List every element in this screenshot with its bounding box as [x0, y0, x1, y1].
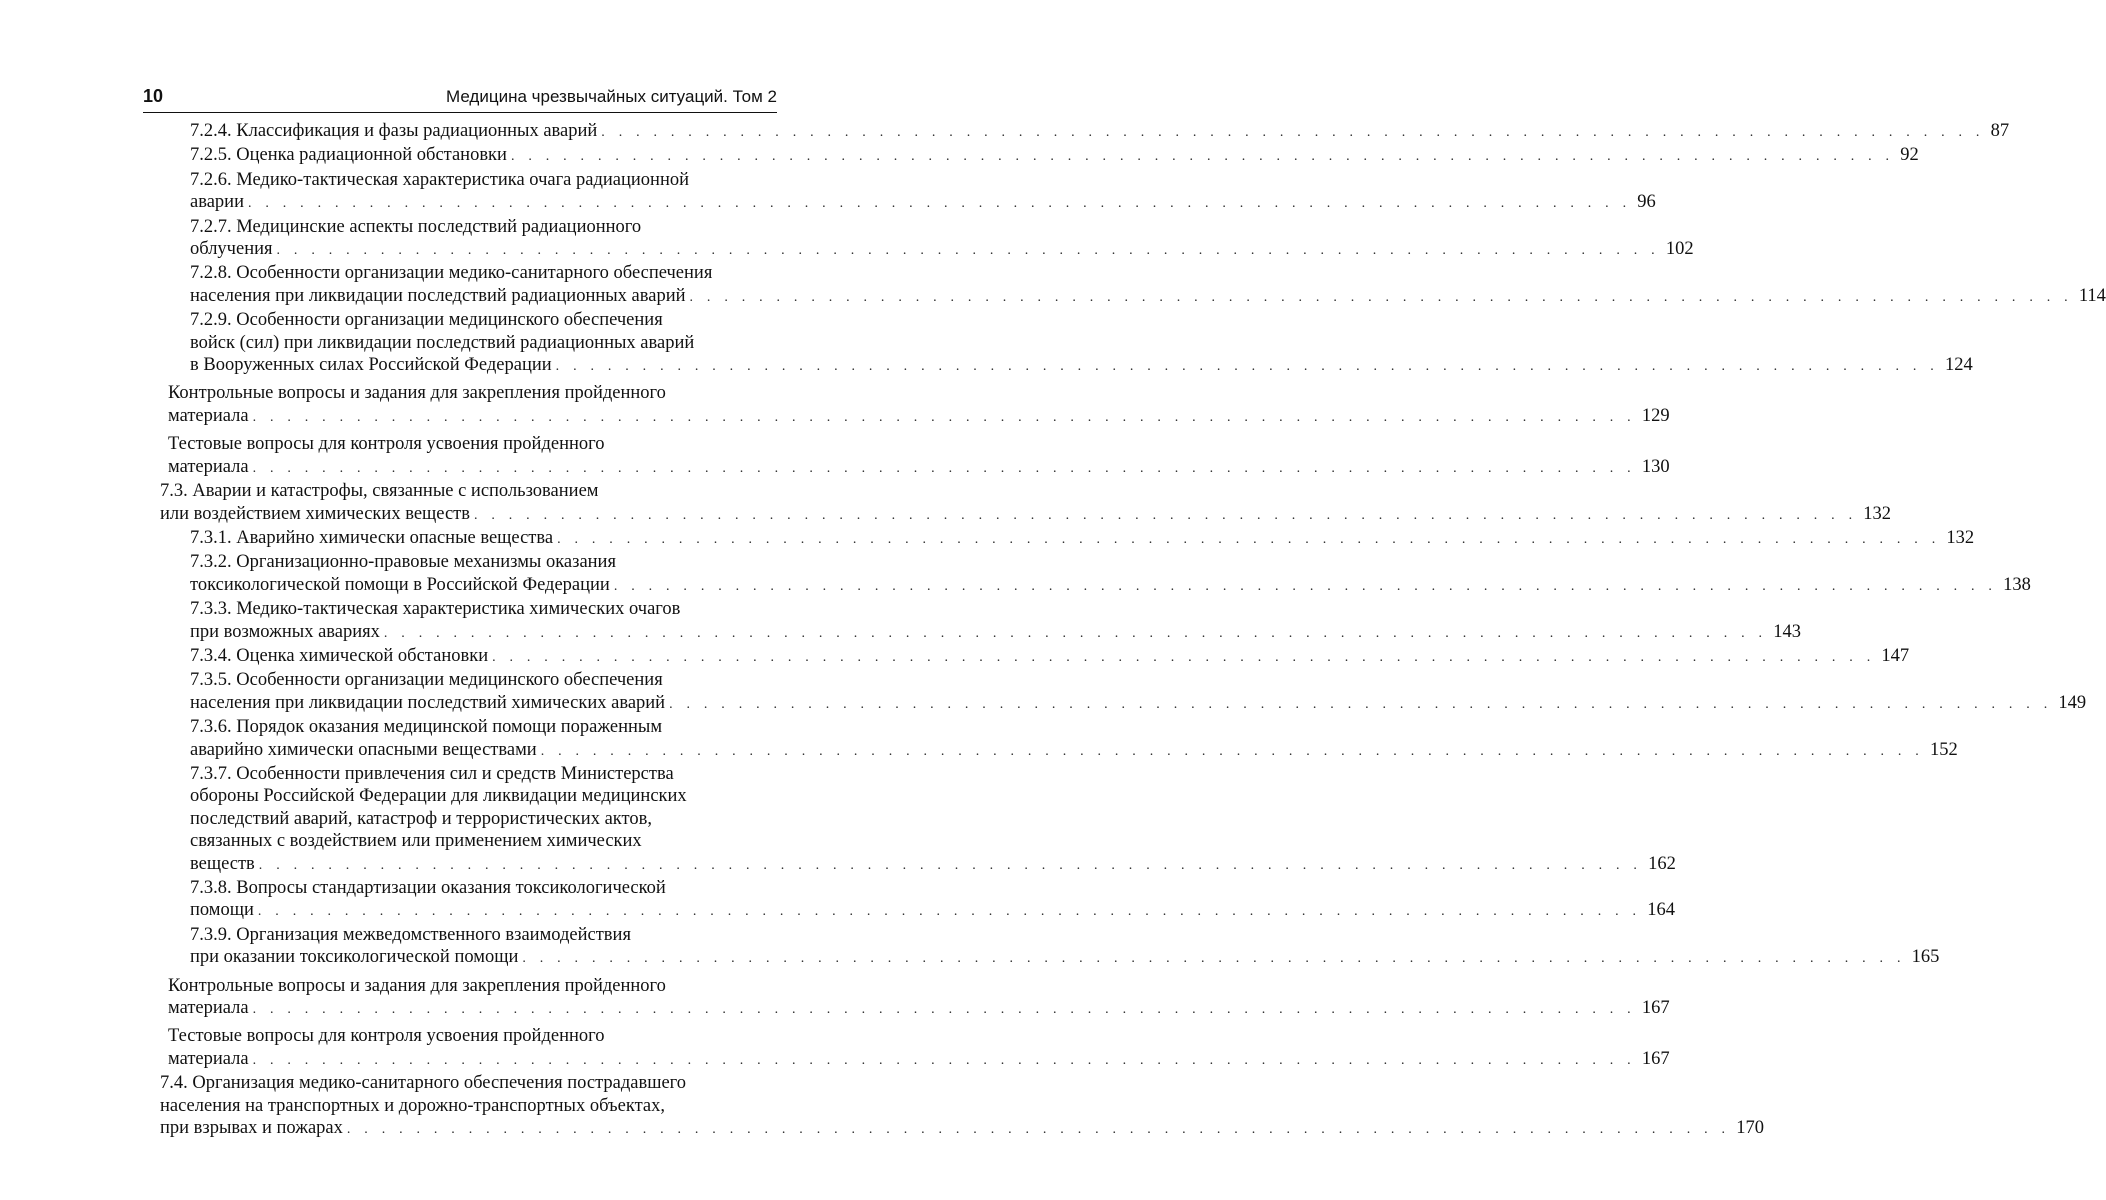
toc-page-number: 87 — [1990, 121, 2010, 141]
toc-page-number: 102 — [1665, 239, 1694, 260]
toc-page-number: 132 — [1863, 503, 1892, 524]
toc-entry-line: облучения — [190, 239, 273, 260]
dot-leader: . . . . . . . . . . . . . . . . . . . . . . . . . . . . . . . . . . . . . . . . . . . . . . . . . . . . . . . . . . . . . . . . . . . . . . . . . . . . . . . . — [510, 149, 1895, 165]
toc-entry-line: Тестовые вопросы для контроля усвоения пройденного — [168, 434, 605, 455]
toc-page-number: 167 — [1641, 998, 1670, 1019]
dot-leader: . . . . . . . . . . . . . . . . . . . . . . . . . . . . . . . . . . . . . . . . . . . . . . . . . . . . . . . . . . . . . . . . . . . . . . . . . . . . . . . . — [346, 1122, 1731, 1138]
toc-entry[interactable] — [0, 763, 1676, 877]
dot-leader: . . . . . . . . . . . . . . . . . . . . . . . . . . . . . . . . . . . . . . . . . . . . . . . . . . . . . . . . . . . . . . . . . . . . . . . . . . . . . . . . — [689, 289, 2073, 305]
toc-entry-last-line — [190, 574, 2031, 598]
toc-entry-line: веществ — [190, 853, 255, 874]
toc-entry[interactable] — [0, 480, 1892, 527]
toc-entry[interactable] — [0, 645, 1910, 669]
toc-entry[interactable] — [0, 1072, 1764, 1141]
toc-entry-line: 7.2.8. Особенности организации медико-санитарного обеспечения — [190, 263, 713, 284]
toc-entry-line: аварийно химически опасными веществами — [190, 739, 537, 760]
toc-entry-last-line — [190, 285, 2106, 309]
dot-leader: . . . . . . . . . . . . . . . . . . . . . . . . . . . . . . . . . . . . . . . . . . . . . . . . . . . . . . . . . . . . . . . . . . . . . . . . . . . . . . . . — [247, 196, 1632, 212]
toc-page-number: 152 — [1930, 739, 1958, 760]
toc-entry-last-line — [168, 405, 1670, 429]
toc-entry-line: 7.3.2. Организационно-правовые механизмы оказания — [190, 552, 616, 573]
toc-entry-last-line — [190, 191, 1656, 215]
toc-entry-line: или воздействием химических веществ — [160, 503, 470, 524]
dot-leader: . . . . . . . . . . . . . . . . . . . . . . . . . . . . . . . . . . . . . . . . . . . . . . . . . . . . . . . . . . . . . . . . . . . . . . . . . . . . . . . . — [522, 951, 1906, 967]
toc-entry-line: материала — [168, 1048, 249, 1069]
dot-leader: . . . . . . . . . . . . . . . . . . . . . . . . . . . . . . . . . . . . . . . . . . . . . . . . . . . . . . . . . . . . . . . . . . . . . . . . . . . . . . . . — [252, 1002, 1636, 1018]
toc-entry-last-line — [190, 527, 1975, 551]
toc-entry-line: 7.2.5. Оценка радиационной обстановки — [190, 145, 507, 166]
dot-leader: . . . . . . . . . . . . . . . . . . . . . . . . . . . . . . . . . . . . . . . . . . . . . . . . . . . . . . . . . . . . . . . . . . . . . . . . . . . . . . . . — [613, 578, 1998, 594]
toc-entry-line: Тестовые вопросы для контроля усвоения пройденного — [168, 1026, 605, 1047]
toc-entry[interactable] — [0, 120, 2010, 144]
toc-entry-line: материала — [168, 456, 249, 477]
toc-entry-line: населения при ликвидации последствий радиационных аварий — [190, 285, 686, 306]
toc-entry-last-line — [190, 645, 1910, 669]
toc-entry[interactable] — [0, 527, 1975, 551]
toc-entry-line: 7.3.7. Особенности привлечения сил и средств Министерства — [190, 763, 674, 784]
toc-page-number: 165 — [1911, 947, 1940, 968]
toc-entry[interactable] — [0, 1025, 1670, 1072]
running-head — [143, 86, 777, 112]
toc-page-number: 130 — [1641, 456, 1670, 477]
toc-entry[interactable] — [0, 382, 1670, 429]
toc-entry-line: 7.3.8. Вопросы стандартизации оказания токсикологической — [190, 878, 666, 898]
table-of-contents — [0, 120, 2106, 1141]
toc-page-number: 162 — [1648, 853, 1676, 874]
toc-page-number: 164 — [1647, 900, 1675, 921]
toc-entry[interactable] — [0, 169, 1656, 216]
toc-entry-line: 7.3.9. Организация межведомственного взаимодействия — [190, 924, 631, 945]
dot-leader: . . . . . . . . . . . . . . . . . . . . . . . . . . . . . . . . . . . . . . . . . . . . . . . . . . . . . . . . . . . . . . . . . . . . . . . . . . . . . . . . — [555, 359, 1939, 375]
toc-entry-line: токсикологической помощи в Российской Федерации — [190, 574, 610, 595]
toc-entry-line: обороны Российской Федерации для ликвидации медицинских — [190, 786, 687, 807]
toc-entry-line: последствий аварий, катастроф и террористических актов, — [190, 808, 652, 829]
dot-leader: . . . . . . . . . . . . . . . . . . . . . . . . . . . . . . . . . . . . . . . . . . . . . . . . . . . . . . . . . . . . . . . . . . . . . . . . . . . . . . . . — [252, 409, 1636, 425]
toc-entry-last-line — [190, 238, 1694, 262]
toc-entry-line: 7.3.5. Особенности организации медицинского обеспечения — [190, 670, 663, 691]
toc-entry[interactable] — [0, 975, 1670, 1022]
toc-entry[interactable] — [0, 262, 2106, 309]
toc-entry[interactable] — [0, 716, 1958, 763]
dot-leader: . . . . . . . . . . . . . . . . . . . . . . . . . . . . . . . . . . . . . . . . . . . . . . . . . . . . . . . . . . . . . . . . . . . . . . . . . . . . . . . . — [276, 243, 1660, 259]
toc-entry-last-line — [190, 946, 1940, 970]
toc-page-number: 170 — [1736, 1118, 1764, 1139]
toc-entry-line: 7.3.3. Медико-тактическая характеристика химических очагов — [190, 599, 681, 620]
toc-entry-line: 7.3.1. Аварийно химически опасные вещества — [190, 527, 554, 548]
toc-entry-last-line — [160, 1117, 1764, 1141]
toc-page-number: 114 — [2078, 285, 2106, 306]
toc-entry-line: 7.4. Организация медико-санитарного обеспечения пострадавшего — [160, 1073, 687, 1094]
toc-entry-line: помощи — [190, 900, 254, 921]
toc-page-number: 138 — [2003, 574, 2031, 595]
toc-entry-last-line — [190, 692, 2087, 716]
toc-entry-last-line — [190, 739, 1958, 763]
dot-leader: . . . . . . . . . . . . . . . . . . . . . . . . . . . . . . . . . . . . . . . . . . . . . . . . . . . . . . . . . . . . . . . . . . . . . . . . . . . . . . . . — [252, 1052, 1636, 1068]
toc-entry[interactable] — [0, 216, 1694, 263]
toc-entry-line: 7.3.6. Порядок оказания медицинской помощи пораженным — [190, 717, 663, 738]
toc-page-number: 92 — [1900, 145, 1919, 166]
toc-entry-last-line — [168, 456, 1670, 480]
dot-leader: . . . . . . . . . . . . . . . . . . . . . . . . . . . . . . . . . . . . . . . . . . . . . . . . . . . . . . . . . . . . . . . . . . . . . . . . . . . . . . . . — [383, 625, 1768, 641]
dot-leader: . . . . . . . . . . . . . . . . . . . . . . . . . . . . . . . . . . . . . . . . . . . . . . . . . . . . . . . . . . . . . . . . . . . . . . . . . . . . . . . . — [557, 531, 1941, 547]
toc-entry-line: 7.2.6. Медико-тактическая характеристика очага радиационной — [190, 169, 689, 190]
dot-leader: . . . . . . . . . . . . . . . . . . . . . . . . . . . . . . . . . . . . . . . . . . . . . . . . . . . . . . . . . . . . . . . . . . . . . . . . . . . . . . . . — [492, 649, 1876, 665]
toc-entry[interactable] — [0, 144, 1919, 168]
toc-entry-last-line — [168, 997, 1670, 1021]
toc-entry-line: Контрольные вопросы и задания для закрепления пройденного — [168, 383, 666, 404]
dot-leader: . . . . . . . . . . . . . . . . . . . . . . . . . . . . . . . . . . . . . . . . . . . . . . . . . . . . . . . . . . . . . . . . . . . . . . . . . . . . . . . . — [601, 125, 1985, 140]
toc-entry-line: при оказании токсикологической помощи — [190, 947, 519, 968]
header-rule — [143, 112, 777, 113]
toc-entry[interactable] — [0, 551, 2031, 598]
toc-page-number: 129 — [1641, 405, 1670, 426]
dot-leader: . . . . . . . . . . . . . . . . . . . . . . . . . . . . . . . . . . . . . . . . . . . . . . . . . . . . . . . . . . . . . . . . . . . . . . . . . . . . . . . . — [669, 696, 2053, 712]
toc-entry-line: 7.3. Аварии и катастрофы, связанные с использованием — [160, 481, 599, 502]
toc-entry-line: 7.2.4. Классификация и фазы радиационных аварий — [190, 121, 598, 141]
dot-leader: . . . . . . . . . . . . . . . . . . . . . . . . . . . . . . . . . . . . . . . . . . . . . . . . . . . . . . . . . . . . . . . . . . . . . . . . . . . . . . . . — [258, 857, 1643, 873]
toc-page-number: 124 — [1944, 355, 1973, 376]
dot-leader: . . . . . . . . . . . . . . . . . . . . . . . . . . . . . . . . . . . . . . . . . . . . . . . . . . . . . . . . . . . . . . . . . . . . . . . . . . . . . . . . — [473, 507, 1858, 523]
toc-entry-line: связанных с воздействием или применением химических — [190, 831, 642, 852]
toc-entry-line: при взрывах и пожарах — [160, 1118, 343, 1139]
toc-entry-line: войск (сил) при ликвидации последствий радиационных аварий — [190, 332, 695, 353]
toc-page-number: 96 — [1637, 192, 1656, 213]
toc-entry-last-line — [190, 899, 1675, 923]
toc-entry-last-line — [190, 621, 1801, 645]
toc-entry-last-line — [190, 354, 1973, 378]
toc-page-number: 167 — [1641, 1048, 1670, 1069]
toc-entry-last-line — [190, 120, 2010, 144]
toc-entry-last-line — [160, 503, 1892, 527]
toc-entry-line: материала — [168, 998, 249, 1019]
toc-entry-line: 7.2.9. Особенности организации медицинского обеспечения — [190, 310, 663, 331]
toc-entry-last-line — [168, 1048, 1670, 1072]
page-number: 10 — [143, 86, 164, 106]
toc-entry-line: населения на транспортных и дорожно-транспортных объектах, — [160, 1095, 665, 1116]
toc-page-number: 132 — [1946, 527, 1975, 548]
dot-leader: . . . . . . . . . . . . . . . . . . . . . . . . . . . . . . . . . . . . . . . . . . . . . . . . . . . . . . . . . . . . . . . . . . . . . . . . . . . . . . . . — [257, 904, 1642, 920]
toc-entry-last-line — [190, 144, 1919, 168]
toc-entry[interactable] — [0, 598, 1801, 645]
running-title: Медицина чрезвычайных ситуаций. Том 2 — [445, 87, 777, 106]
toc-entry[interactable] — [0, 924, 1940, 971]
toc-entry-line: 7.2.7. Медицинские аспекты последствий радиационного — [190, 216, 642, 237]
toc-entry[interactable] — [0, 309, 1973, 378]
toc-entry-line: аварии — [190, 192, 244, 213]
toc-page-number: 147 — [1881, 645, 1910, 666]
toc-entry-line: 7.3.4. Оценка химической обстановки — [190, 645, 489, 666]
dot-leader: . . . . . . . . . . . . . . . . . . . . . . . . . . . . . . . . . . . . . . . . . . . . . . . . . . . . . . . . . . . . . . . . . . . . . . . . . . . . . . . . — [252, 460, 1636, 476]
toc-entry[interactable] — [0, 877, 1675, 924]
toc-page-number: 149 — [2058, 692, 2087, 713]
dot-leader: . . . . . . . . . . . . . . . . . . . . . . . . . . . . . . . . . . . . . . . . . . . . . . . . . . . . . . . . . . . . . . . . . . . . . . . . . . . . . . . . — [540, 743, 1925, 759]
toc-entry-line: материала — [168, 405, 249, 426]
toc-entry[interactable] — [0, 669, 2087, 716]
toc-entry-line: в Вооруженных силах Российской Федерации — [190, 355, 552, 376]
toc-entry-last-line — [190, 853, 1676, 877]
toc-entry-line: Контрольные вопросы и задания для закрепления пройденного — [168, 975, 666, 996]
toc-page-number: 143 — [1773, 621, 1801, 642]
toc-entry-line: при возможных авариях — [190, 621, 380, 642]
toc-entry[interactable] — [0, 433, 1670, 480]
toc-entry-line: населения при ликвидации последствий химических аварий — [190, 692, 666, 713]
